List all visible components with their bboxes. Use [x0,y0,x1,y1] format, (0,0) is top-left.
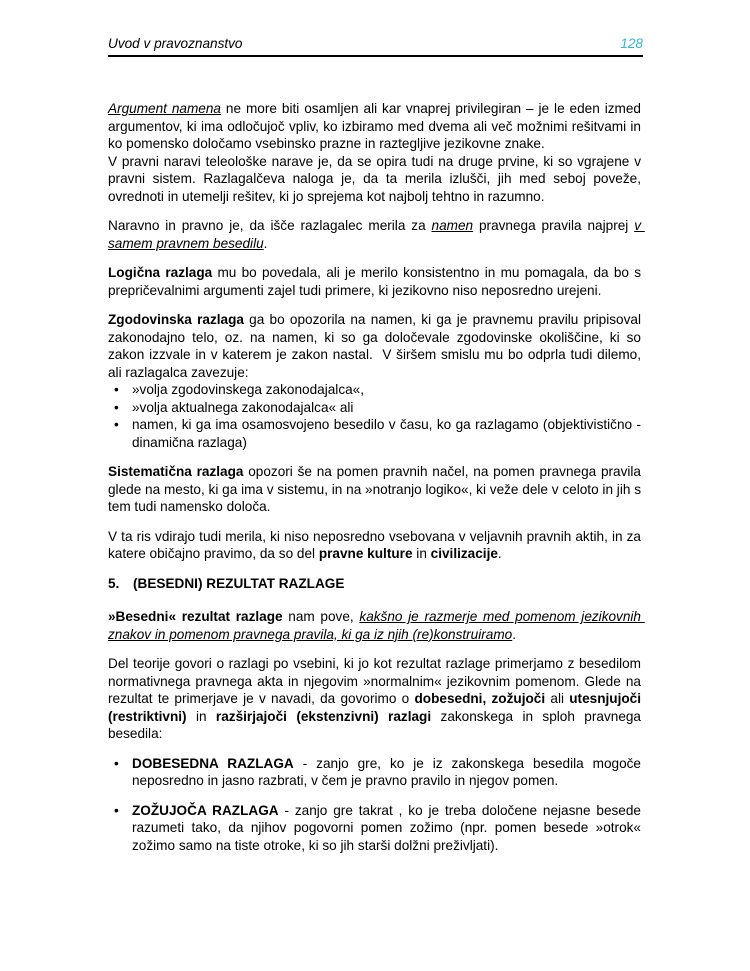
text-segment: Del teorije govori o razlagi po vsebini, ki jo kot rezultat razlage primerjamo z besedilom normativnega pravnega akta in njegovim »normalnim« jezikovnim pomenom. Glede na rezultat te primerjave je v navadi, da govorimo o [108,656,645,706]
text-segment: in [186,708,216,724]
paragraph [108,100,645,153]
bold-text: Zgodovinska razlaga [108,312,244,327]
text-segment: V pravni naravi teleološke narave je, da se opira tudi na druge prvine, ki so vgrajene v pravni sistem. Razlagalčeva naloga je, da ta merila izlušči, jih med seboj poveže, ovrednoti in utemelji rešitev, ki jo sprejema kot najbolj tehtno in razumno. [108,153,645,204]
section-heading [108,575,641,593]
text-segment: - zanjo gre, ko je iz zakonskega besedila mogoče neposredno in jasno razbrati, v čem je pravno pravilo in njegov pomen. [132,755,645,788]
italic-underline-text: v samem pravnem besedilu [108,218,645,251]
text-segment: . [512,626,517,642]
header-title: Uvod v pravoznanstvo [108,36,243,51]
paragraph [108,528,645,563]
paragraph [108,608,645,643]
text-segment: pravnega pravila najprej [473,218,635,233]
bold-text: »Besedni« rezultat razlage [108,609,283,624]
bold-text: civilizacije [430,546,498,561]
text-segment: ali [545,691,570,706]
text-segment: nam pove, [282,609,360,624]
bullet-item [108,755,645,790]
paragraph [108,655,645,743]
bullet-icon: • [114,417,119,432]
bullet-list [108,381,645,451]
italic-underline-text: namen [431,218,474,233]
bullet-list [108,755,645,855]
text-segment: mu bo povedala, ali je merilo konsistentno in mu pomagala, da bo s prepričevalnimi argumenti zajel tudi primere, ki jezikovno niso neposredno urejeni. [108,265,645,298]
text-segment: in [412,546,431,561]
paragraph [108,153,645,206]
paragraph [108,463,645,516]
paragraph [108,264,645,299]
document-content [108,100,645,866]
text-segment: opozori še na pomen pravnih načel, na pomen pravnega pravila glede na mesto, ki ga ima v sistemu, in na »notranjo logiko«, ki veže dele v celoto in jih s tem tudi namensko določa. [108,464,645,514]
bold-text: Sistematična razlaga [108,464,244,479]
bold-text: DOBESEDNA RAZLAGA [132,755,294,771]
italic-underline-text: Argument namena [108,101,221,116]
bullet-item [108,399,641,417]
italic-underline-text: kakšno je razmerje med pomenom jezikovnih znakov in pomenom pravnega pravila, ki ga iz njih (re)konstruiramo [108,609,645,642]
bullet-item [108,416,645,451]
bullet-icon: • [114,399,119,415]
bullet-item [108,381,641,399]
text-segment: »volja aktualnega zakonodajalca« ali [132,399,354,415]
page-header [108,36,643,57]
section-number: 5. [108,575,120,591]
text-segment: . [497,546,502,561]
page-number: 128 [620,36,643,51]
text-segment: V ta ris vdirajo tudi merila, ki niso neposredno vsebovana v veljavnih pravnih aktih, in za katere običajno pravimo, da so del [108,528,645,561]
section-title: (BESEDNI) REZULTAT RAZLAGE [133,575,345,591]
bold-text: pravne kulture [318,546,413,561]
bold-text: ZOŽUJOČA RAZLAGA [132,802,279,818]
bullet-item [108,802,645,855]
bold-text: utesnjujoči (restriktivni) [108,691,645,724]
bold-text: Logična razlaga [108,265,213,280]
text-segment: ne more biti osamljen ali kar vnaprej privilegiran – je le eden izmed argumentov, ki ima odločujoč vpliv, ko izbiramo med dvema ali več možnimi rešitvami in ko pomensko določamo vsebinsko prazne in raztegljive jezikovne znake. [108,101,645,151]
text-segment: . [263,235,268,251]
text-segment: »volja zgodovinskega zakonodajalca«, [132,382,365,397]
paragraph [108,217,645,252]
bullet-icon: • [114,382,119,397]
text-segment: Naravno in pravno je, da išče razlagalec merila za [108,218,432,233]
bold-text: razširjajoči (ekstenzivni) razlagi [215,708,432,724]
bullet-icon: • [114,755,119,771]
text-segment: ga bo opozorila na namen, ki ga je pravnemu pravilu pripisoval zakonodajno telo, oz. na namen, ki so ga določevale zgodovinske okoliščine, ki so zakon izzvale in v katerem je zakon nastal. V širšem smislu mu bo odprla tudi dilemo, ali razlagalca zavezuje: [108,312,645,380]
bold-text: dobesedni, zožujoči [414,691,546,706]
text-segment: - zanjo gre takrat , ko je treba določene nejasne besede razumeti tako, da njihov pogovorni pomen zožimo (npr. pomen besede »otrok« zožimo samo na tiste otroke, ki so jih starši dolžni preživljati). [132,802,645,853]
text-segment: zakonskega in sploh pravnega besedila: [108,708,645,741]
text-segment: namen, ki ga ima osamosvojeno besedilo v času, ko ga razlagamo (objektivistično - dinamična razlaga) [132,417,645,450]
bullet-icon: • [114,802,119,818]
paragraph [108,311,645,381]
